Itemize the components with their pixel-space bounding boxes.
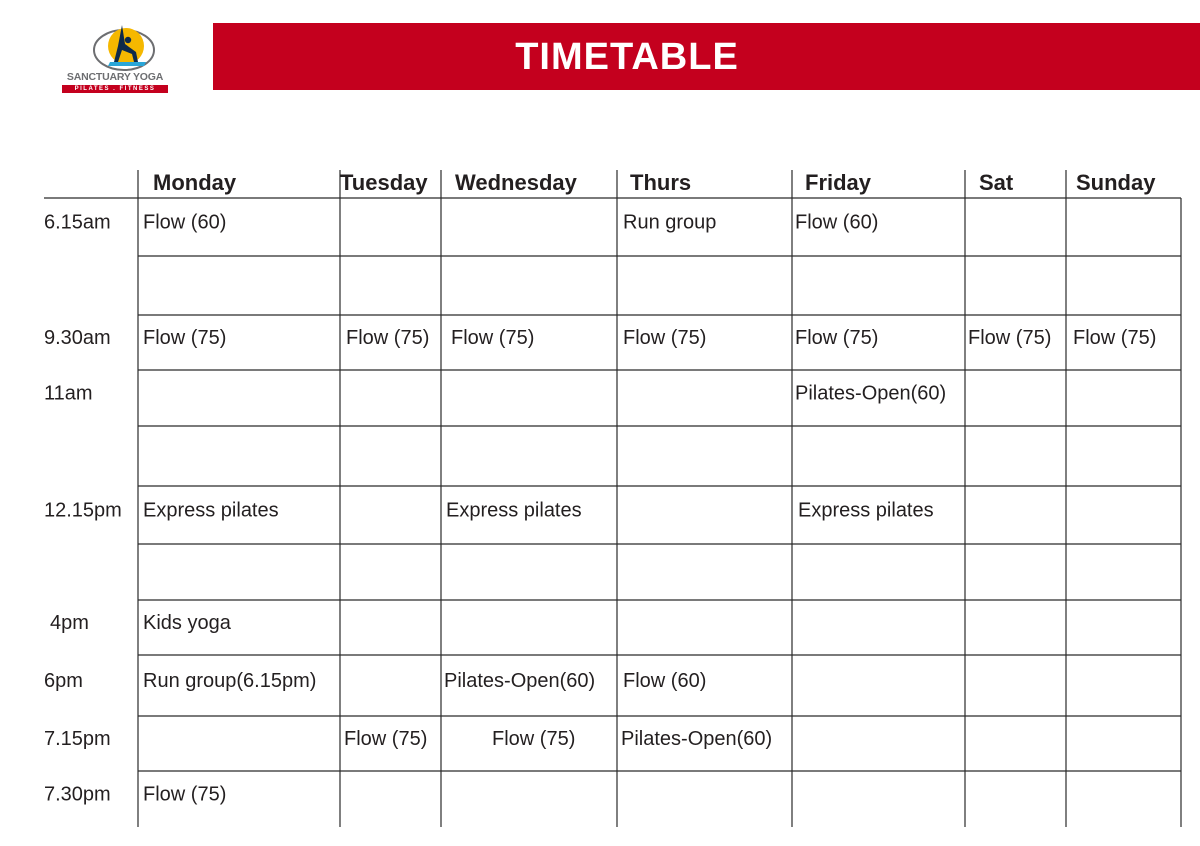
class-entry: Flow (75): [492, 727, 576, 750]
time-label: 4pm: [50, 611, 89, 634]
day-header: Thurs: [630, 169, 692, 195]
class-entry: Flow (75): [1073, 326, 1157, 349]
day-header: Sat: [979, 169, 1014, 195]
class-entry: Pilates-Open(60): [444, 669, 596, 692]
day-header: Friday: [805, 169, 872, 195]
time-label: 6.15am: [44, 211, 111, 234]
class-entry: Flow (60): [623, 669, 707, 692]
class-entry: Flow (75): [795, 326, 879, 349]
class-entry: Kids yoga: [143, 611, 231, 634]
logo-name: SANCTUARY YOGA: [66, 71, 164, 83]
class-entry: Flow (60): [143, 211, 227, 234]
class-entry: Flow (75): [344, 727, 428, 750]
time-label: 7.30pm: [44, 783, 111, 806]
class-entry: Flow (60): [795, 211, 879, 234]
time-label: 6pm: [44, 669, 83, 692]
class-entry: Run group: [623, 211, 717, 234]
class-entry: Flow (75): [346, 326, 430, 349]
class-entry: Express pilates: [798, 499, 934, 522]
time-label: 7.15pm: [44, 727, 111, 750]
class-entry: Express pilates: [446, 499, 582, 522]
time-label: 11am: [44, 382, 93, 405]
class-entry: Flow (75): [623, 326, 707, 349]
class-entry: Flow (75): [968, 326, 1052, 349]
class-entry: Run group(6.15pm): [143, 669, 317, 692]
class-entry: Flow (75): [451, 326, 535, 349]
day-header: Wednesday: [455, 169, 577, 195]
time-label: 9.30am: [44, 326, 111, 349]
class-entry: Pilates-Open(60): [621, 727, 773, 750]
class-entry: Flow (75): [143, 783, 227, 806]
class-entry: Express pilates: [143, 499, 279, 522]
class-entry: Flow (75): [143, 326, 227, 349]
day-header: Monday: [153, 169, 237, 195]
page-title: TIMETABLE: [515, 36, 739, 78]
class-entry: Pilates-Open(60): [795, 382, 947, 405]
day-header: Sunday: [1076, 169, 1156, 195]
time-label: 12.15pm: [44, 499, 122, 522]
day-header: Tuesday: [340, 169, 428, 195]
logo-tagline: PILATES . FITNESS: [62, 85, 168, 93]
